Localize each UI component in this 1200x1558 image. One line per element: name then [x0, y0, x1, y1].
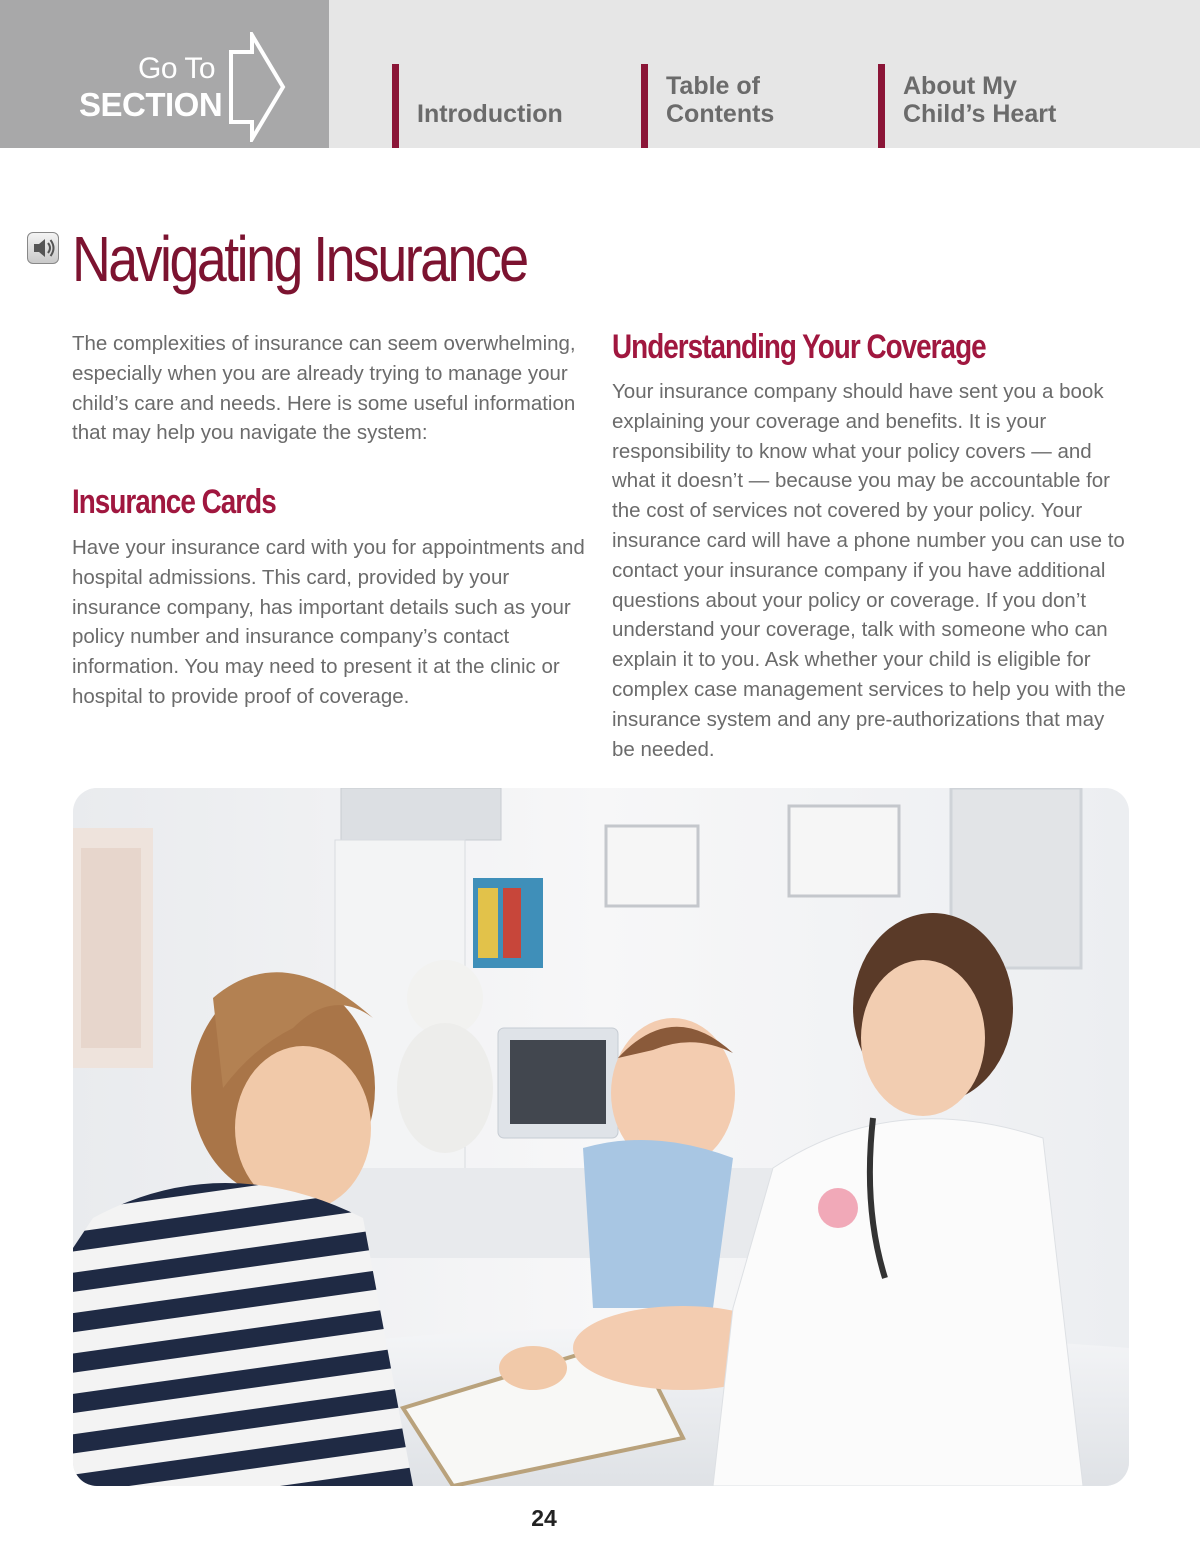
- intro-paragraph: The complexities of insurance can seem overwhelming, especially when you are already trying to manage your child’s care and needs. Here is some useful information that may help you navigate the system:: [72, 332, 576, 445]
- nav-divider: [392, 64, 399, 148]
- nav-link-label: About My Child’s Heart: [903, 72, 1057, 128]
- nav-link-about-my-childs-heart[interactable]: [878, 64, 1098, 148]
- nav-link-label: Table of Contents: [666, 72, 775, 128]
- nav-link-label: Introduction: [417, 100, 563, 128]
- page-number: 24: [531, 1505, 557, 1531]
- nav-divider: [878, 64, 885, 148]
- nav-link-table-of-contents[interactable]: [641, 64, 841, 148]
- section-label: SECTION: [79, 86, 223, 123]
- arrow-right-icon: [228, 32, 286, 142]
- nav-divider: [641, 64, 648, 148]
- doctor-visit-photo: [73, 788, 1129, 1486]
- nav-link-introduction[interactable]: [392, 64, 592, 148]
- page-title: Navigating Insurance: [72, 223, 527, 295]
- insurance-cards-paragraph: Have your insurance card with you for appointments and hospital admissions. This card, provided by your insurance company, has important details such as your policy number and insurance company’s contact information. You may need to present it at the clinic or hospital to provide proof of coverage.: [72, 536, 585, 708]
- speaker-icon[interactable]: [27, 232, 59, 264]
- go-to-section-button[interactable]: [0, 0, 329, 148]
- insurance-cards-heading: Insurance Cards: [72, 483, 276, 521]
- go-to-label: Go To: [138, 52, 215, 85]
- top-navigation: [0, 0, 1200, 148]
- understanding-coverage-heading: Understanding Your Coverage: [612, 328, 986, 366]
- understanding-coverage-paragraph: Your insurance company should have sent you a book explaining your coverage and benefits. It is your responsibility to know what your policy covers — and what it doesn’t — because you may be accountable for the cost of services not covered by your policy. Your insurance card will have a phone number you can use to contact your insurance company if you have additional questions about your policy or coverage. If you don’t understand your coverage, talk with someone who can explain it to you. Ask whether your child is eligible for complex case management services to help you with the insurance system and any pre-authorizations that may be needed.: [612, 380, 1126, 761]
